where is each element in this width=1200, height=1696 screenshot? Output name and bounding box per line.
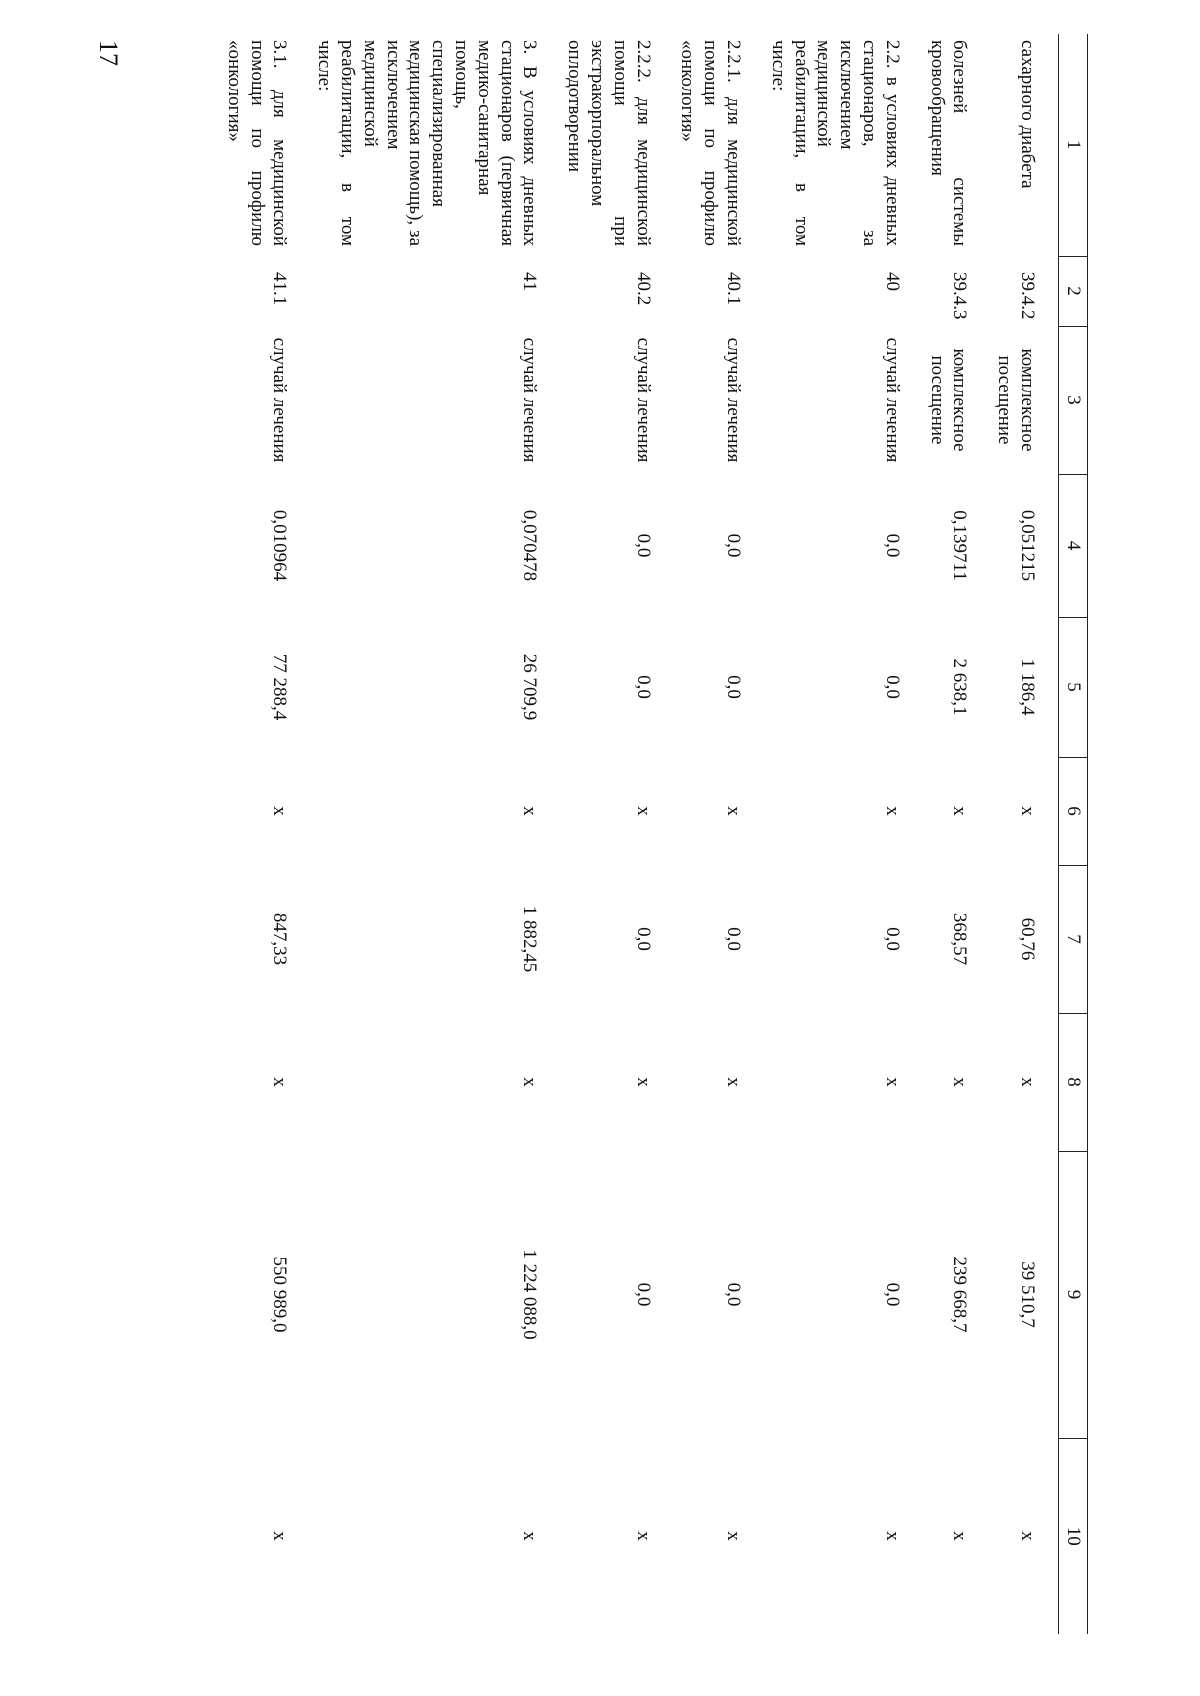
row-description: 3.1. для медицинской помощи по профилю «онкология» [223, 40, 291, 246]
cell-col10: х [519, 1531, 541, 1541]
col-header-1: 1 [1059, 34, 1088, 256]
cell-col7: 0,0 [632, 927, 654, 951]
unit-cell: случай лечения [269, 337, 291, 463]
unit-cell: случай лечения [519, 337, 541, 463]
cell-col9: 550 989,0 [269, 1256, 291, 1333]
rotated-table-container [174, 34, 1088, 1634]
cell-col8: х [881, 1077, 903, 1087]
row-number: 41 [519, 272, 541, 291]
cell-col6: х [881, 806, 903, 816]
row-description: сахарного диабета [1017, 40, 1038, 189]
cell-col10: х [632, 1531, 654, 1541]
unit-cell: случай лечения [881, 337, 903, 463]
table-row [982, 34, 1058, 1634]
col-header-7: 7 [1059, 865, 1088, 1013]
cell-col7: 0,0 [881, 927, 903, 951]
data-table [212, 34, 1088, 1634]
row-number: 40 [881, 272, 903, 291]
cell-col10: х [723, 1531, 745, 1541]
cell-col7: 847,33 [269, 912, 291, 966]
cell-col5: 0,0 [632, 675, 654, 699]
cell-col6: х [723, 806, 745, 816]
cell-col8: х [269, 1077, 291, 1087]
col-header-4: 4 [1059, 474, 1088, 617]
cell-col4: 0,070478 [519, 509, 541, 582]
cell-col7: 368,57 [949, 912, 971, 966]
cell-col7: 0,0 [723, 927, 745, 951]
cell-col10: х [1017, 1531, 1038, 1541]
col-header-6: 6 [1059, 757, 1088, 865]
cell-col8: х [632, 1077, 654, 1087]
cell-col5: 77 288,4 [269, 653, 291, 721]
cell-col4: 0,010964 [269, 509, 291, 582]
cell-col6: х [632, 806, 654, 816]
cell-col9: 239 668,7 [949, 1256, 971, 1333]
cell-col9: 0,0 [632, 1282, 654, 1307]
cell-col6: х [949, 806, 971, 816]
table-header-row [1059, 34, 1088, 1634]
cell-col4: 0,0 [723, 533, 745, 558]
row-description: 2.2.1. для медицинской помощи по профилю «онкология» [677, 40, 745, 246]
cell-col9: 39 510,7 [1017, 1261, 1038, 1328]
cell-col8: х [723, 1077, 745, 1087]
unit-cell: комплексное посещение [926, 348, 971, 452]
table-row [756, 34, 915, 1634]
unit-cell: случай лечения [632, 337, 654, 463]
cell-col5: 0,0 [881, 675, 903, 699]
cell-col4: 0,139711 [949, 510, 971, 581]
col-header-3: 3 [1059, 326, 1088, 474]
row-number: 40.1 [723, 272, 745, 306]
unit-cell: комплексное посещение [994, 348, 1038, 452]
cell-col7: 1 882,45 [519, 905, 541, 973]
col-header-9: 9 [1059, 1151, 1088, 1438]
row-number: 39.4.3 [949, 272, 971, 320]
table-row [302, 34, 552, 1634]
page-number: 17 [94, 40, 123, 66]
row-number: 41.1 [269, 272, 291, 306]
cell-col8: х [519, 1077, 541, 1087]
row-description: болезней системы кровообращения [926, 40, 971, 246]
col-header-8: 8 [1059, 1013, 1088, 1151]
table-row [915, 34, 983, 1634]
col-header-10: 10 [1059, 1438, 1088, 1634]
cell-col4: 0,0 [632, 533, 654, 558]
cell-col5: 1 186,4 [1017, 658, 1038, 716]
cell-col5: 2 638,1 [949, 658, 971, 716]
row-number: 39.4.2 [1017, 272, 1038, 320]
unit-cell: случай лечения [723, 337, 745, 463]
cell-col6: х [519, 806, 541, 816]
table-row [212, 34, 302, 1634]
cell-col9: 0,0 [723, 1282, 745, 1307]
row-description: 3. В условиях дневных стационаров (первичная медико-санитарная помощь, специализированная медицинская помощь), за исключением медицинской реабилитации, в том числе: [314, 40, 541, 246]
col-header-2: 2 [1059, 256, 1088, 326]
col-header-5: 5 [1059, 617, 1088, 757]
table-row [552, 34, 665, 1634]
cell-col6: х [269, 806, 291, 816]
cell-col10: х [881, 1531, 903, 1541]
cell-col5: 26 709,9 [519, 653, 541, 721]
cell-col9: 0,0 [881, 1282, 903, 1307]
table-row [666, 34, 756, 1634]
row-number: 40.2 [632, 272, 654, 306]
cell-col7: 60,76 [1017, 917, 1038, 961]
cell-col10: х [949, 1531, 971, 1541]
cell-col8: х [1017, 1077, 1038, 1087]
cell-col4: 0,051215 [1017, 509, 1038, 582]
cell-col9: 1 224 088,0 [519, 1249, 541, 1340]
cell-col8: х [949, 1077, 971, 1087]
cell-col6: х [1017, 806, 1038, 816]
cell-col10: х [269, 1531, 291, 1541]
cell-col5: 0,0 [723, 675, 745, 699]
cell-col4: 0,0 [881, 533, 903, 558]
row-description: 2.2. в условиях дневных стационаров, за исключением медицинской реабилитации, в том числе: [767, 40, 903, 246]
row-description: 2.2.2. для медицинской помощи при экстракорпоральном оплодотворении [564, 40, 654, 246]
